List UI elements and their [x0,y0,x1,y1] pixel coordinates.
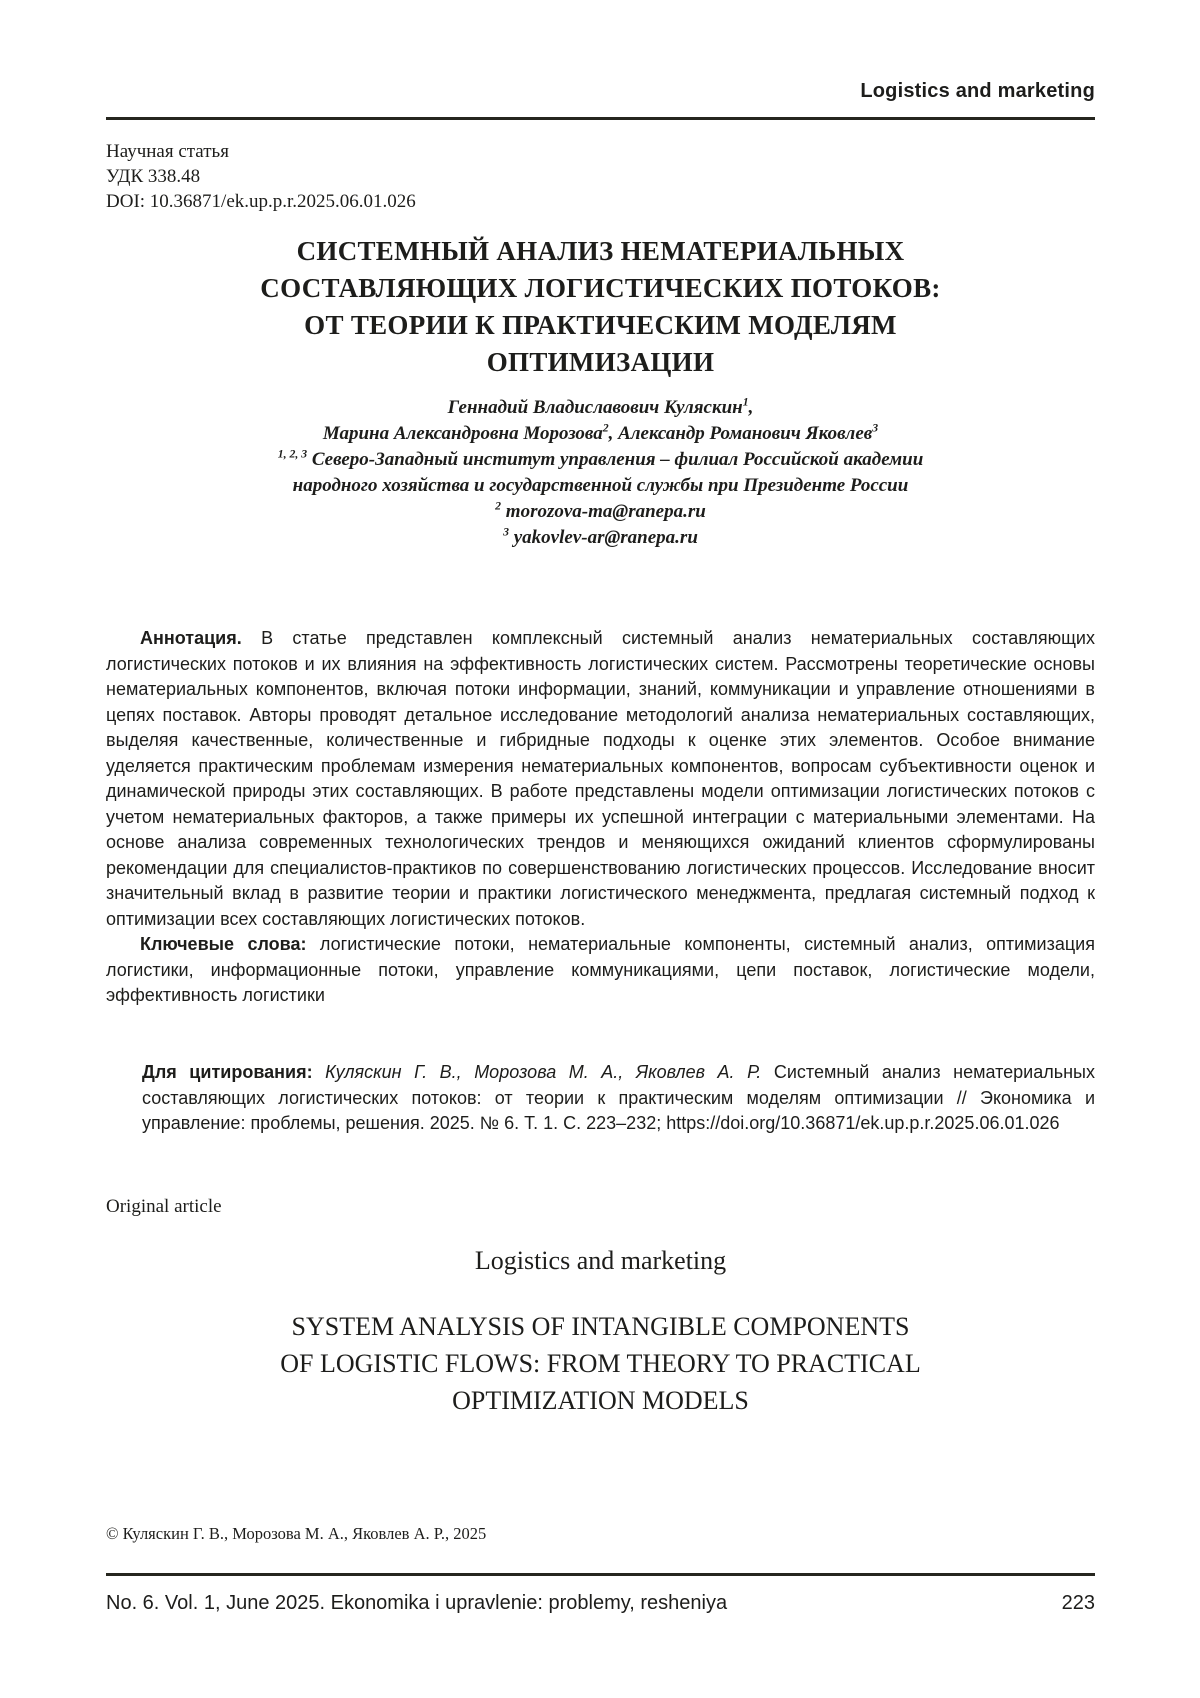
author-2-name: Марина Александровна Морозова [322,423,603,444]
affiliation-text-1: Северо-Западный институт управления – филиал Российской академии [311,449,924,470]
title-ru-line-1: СИСТЕМНЫЙ АНАЛИЗ НЕМАТЕРИАЛЬНЫХ [296,236,905,266]
title-ru-line-2: СОСТАВЛЯЮЩИХ ЛОГИСТИЧЕСКИХ ПОТОКОВ: [260,273,941,303]
author-1-tail: , [748,397,754,418]
author-line-1 [106,395,1095,421]
affiliation-sup: 1, 2, 3 [277,447,308,461]
author-email-2 [106,525,1095,551]
article-type-label: Научная статья [106,141,229,162]
doi-label: DOI: 10.36871/ek.up.p.r.2025.06.01.026 [106,191,416,212]
keywords-paragraph [106,932,1095,1009]
author-3-sup: 3 [872,421,879,435]
author-2-sup: 2 [602,421,609,435]
author-line-2 [106,421,1095,447]
footer-issue-line: No. 6. Vol. 1, June 2025. Ekonomika i upravlenie: problemy, resheniya [106,1592,728,1614]
running-head: Logistics and marketing [860,80,1095,102]
abstract-label: Аннотация. [140,628,242,648]
header-rule [106,117,1095,120]
section-title-en: Logistics and marketing [474,1246,727,1275]
copyright-line: © Куляскин Г. В., Морозова М. А., Яковлев А. Р., 2025 [106,1524,487,1543]
citation-paragraph [142,1060,1095,1137]
author-1-sup: 1 [742,395,749,409]
email-1-sup: 2 [495,499,502,513]
citation-label: Для цитирования: [142,1062,313,1082]
email-2-address: yakovlev-ar@ranepa.ru [513,527,698,548]
title-en-line-2: OF LOGISTIC FLOWS: FROM THEORY TO PRACTICAL [280,1349,921,1378]
abstract-text: В статье представлен комплексный системный анализ нематериальных составляющих логистических потоков и их влияния на эффективность логистических систем. Рассмотрены теоретические основы нематериальных компонентов, включая потоки информации, знаний, коммуникации и управление отношениями в цепях поставок. Авторы проводят детальное исследование методологий анализа нематериальных составляющих, выделяя качественные, количественные и гибридные подходы к оценке этих элементов. Особое внимание уделяется практическим проблемам измерения нематериальных компонентов, вопросам субъективности оценок и динамической природы этих составляющих. В работе представлены модели оптимизации логистических потоков с учетом нематериальных факторов, а также примеры их успешной интеграции с материальными элементами. На основе анализа современных технологических трендов и меняющихся ожиданий клиентов сформулированы рекомендации для специалистов-практиков по совершенствованию логистических процессов. Исследование вносит значительный вклад в развитие теории и практики логистического менеджмента, предлагая системный подход к оптимизации всех составляющих логистических потоков. [106,628,1095,929]
authors-block [106,395,1095,551]
abstract-paragraph [106,626,1095,932]
title-ru-line-3: ОТ ТЕОРИИ К ПРАКТИЧЕСКИМ МОДЕЛЯМ [304,310,897,340]
citation-block [142,1060,1095,1137]
udc-label: УДК 338.48 [106,166,201,187]
title-ru-line-4: ОПТИМИЗАЦИИ [486,347,715,377]
article-meta [106,139,1095,214]
affiliation-line-1 [106,447,1095,473]
affiliation-line-2: народного хозяйства и государственной службы при Президенте России [292,475,909,496]
title-en-line-1: SYSTEM ANALYSIS OF INTANGIBLE COMPONENTS [291,1312,910,1341]
citation-authors: Куляскин Г. В., Морозова М. А., Яковлев А. Р. [325,1062,762,1082]
original-article-label: Original article [106,1196,222,1217]
keywords-label: Ключевые слова: [140,934,307,954]
abstract-and-keywords [106,626,1095,1009]
footer [106,1592,1095,1615]
footer-page-number: 223 [1061,1592,1095,1614]
keywords-text: логистические потоки, нематериальные компоненты, системный анализ, оптимизация логистики, информационные потоки, управление коммуникациями, цепи поставок, логистические модели, эффективность логистики [106,934,1095,1005]
email-1-address: morozova-ma@ranepa.ru [505,501,706,522]
citation-text: Системный анализ нематериальных составляющих логистических потоков: от теории к практическим моделям оптимизации // Экономика и управление: проблемы, решения. 2025. № 6. Т. 1. С. 223–232; https://doi.org/10.36871/ek.up.p.r.2025.06.01.026 [142,1062,1095,1133]
title-ru [106,233,1095,381]
author-1-name: Геннадий Владиславович Куляскин [447,397,743,418]
title-en [106,1308,1095,1419]
email-2-sup: 3 [503,525,509,539]
footer-rule [106,1573,1095,1576]
author-3-name: , Александр Романович Яковлев [608,423,873,444]
author-email-1 [106,499,1095,525]
title-en-line-3: OPTIMIZATION MODELS [452,1386,749,1415]
